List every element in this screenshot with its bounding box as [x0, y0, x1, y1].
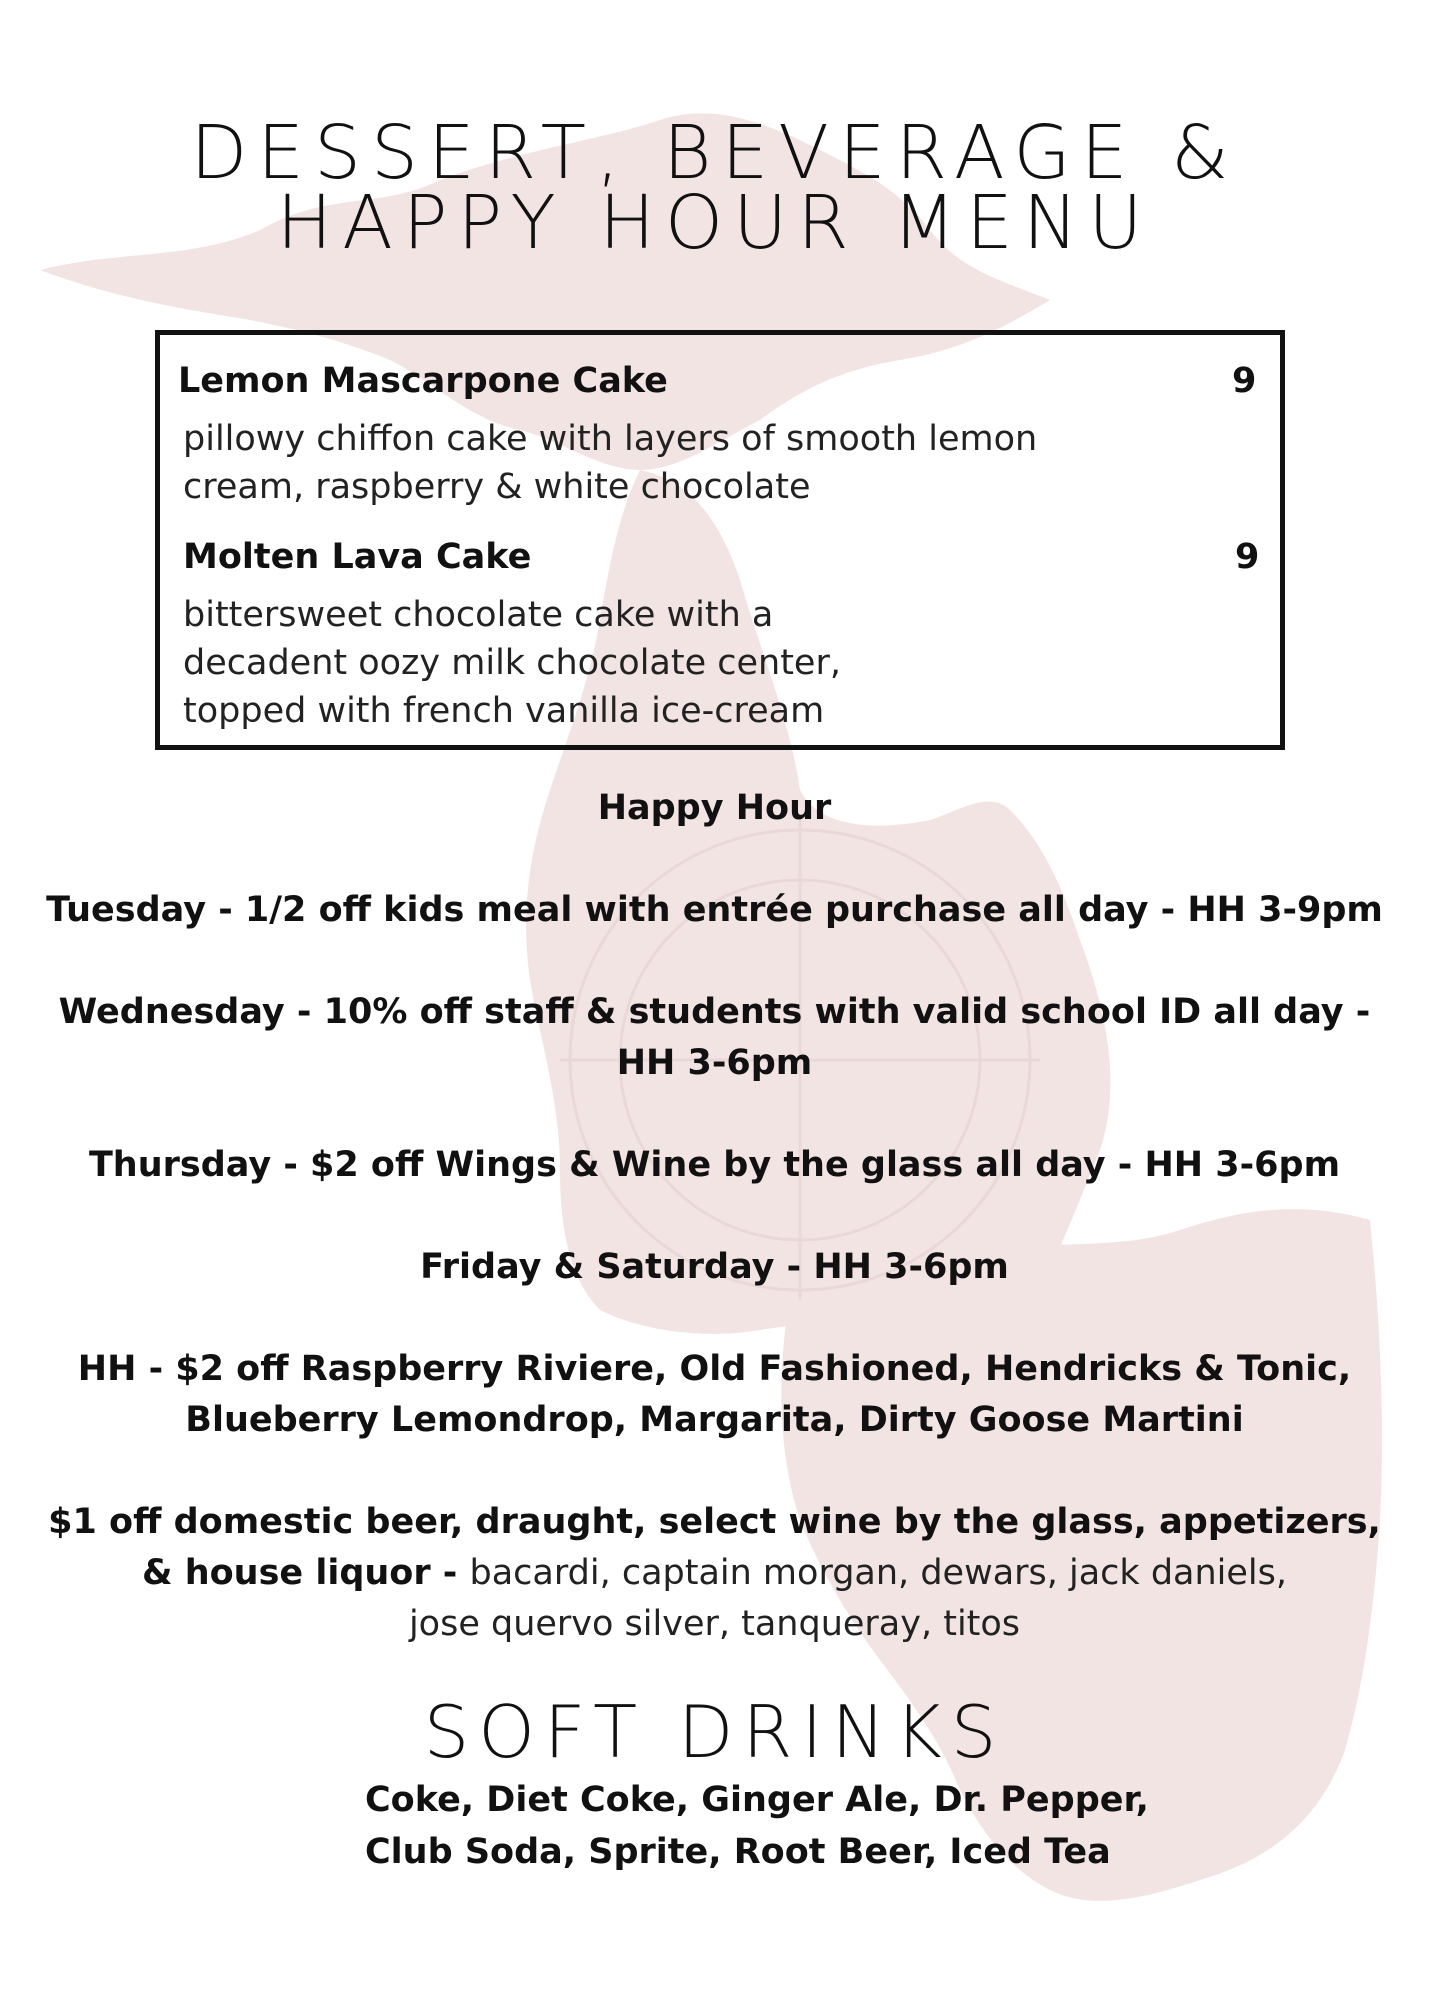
page-title-line-2: HAPPY HOUR MENU	[276, 180, 1153, 266]
dessert-description-line: bittersweet chocolate cake with a	[183, 595, 774, 635]
dessert-name: Lemon Mascarpone Cake	[178, 361, 668, 401]
house-liquor-brands-cont: jose quervo silver, tanqueray, titos	[408, 1604, 1021, 1644]
dessert-name: Molten Lava Cake	[183, 537, 532, 577]
page-title-line-1: DESSERT, BEVERAGE &	[190, 110, 1239, 196]
happy-hour-wednesday-cont: HH 3-6pm	[616, 1043, 813, 1083]
soft-drinks-list-cont: Club Soda, Sprite, Root Beer, Iced Tea	[365, 1832, 1111, 1872]
dessert-description-line: cream, raspberry & white chocolate	[183, 467, 811, 507]
dessert-description-line: topped with french vanilla ice-cream	[183, 691, 825, 731]
happy-hour-domestic: $1 off domestic beer, draught, select wine by the glass, appetizers,	[48, 1502, 1381, 1542]
happy-hour-wednesday: Wednesday - 10% off staff & students with valid school ID all day -	[58, 992, 1371, 1032]
happy-hour-cocktails-cont: Blueberry Lemondrop, Margarita, Dirty Goose Martini	[185, 1400, 1244, 1440]
soft-drinks-title: SOFT DRINKS	[423, 1690, 1006, 1774]
happy-hour-thursday: Thursday - $2 off Wings & Wine by the glass all day - HH 3-6pm	[88, 1145, 1341, 1185]
soft-drinks-list: Coke, Diet Coke, Ginger Ale, Dr. Pepper,	[365, 1780, 1149, 1820]
happy-hour-cocktails: HH - $2 off Raspberry Riviere, Old Fashioned, Hendricks & Tonic,	[77, 1349, 1352, 1389]
dessert-description-line: pillowy chiffon cake with layers of smooth lemon	[183, 419, 1038, 459]
happy-hour-heading: Happy Hour	[597, 788, 832, 828]
happy-hour-friday-saturday: Friday & Saturday - HH 3-6pm	[420, 1247, 1009, 1287]
dessert-price: 9	[1232, 361, 1257, 401]
house-liquor-label: & house liquor -	[141, 1553, 470, 1593]
happy-hour-tuesday: Tuesday - 1/2 off kids meal with entrée purchase all day - HH 3-9pm	[46, 890, 1383, 930]
dessert-price: 9	[1235, 537, 1260, 577]
dessert-box	[155, 330, 1285, 750]
dessert-description-line: decadent oozy milk chocolate center,	[183, 643, 841, 683]
house-liquor-brands: bacardi, captain morgan, dewars, jack daniels,	[469, 1553, 1288, 1593]
happy-hour-domestic-cont	[0, 1548, 1429, 1599]
